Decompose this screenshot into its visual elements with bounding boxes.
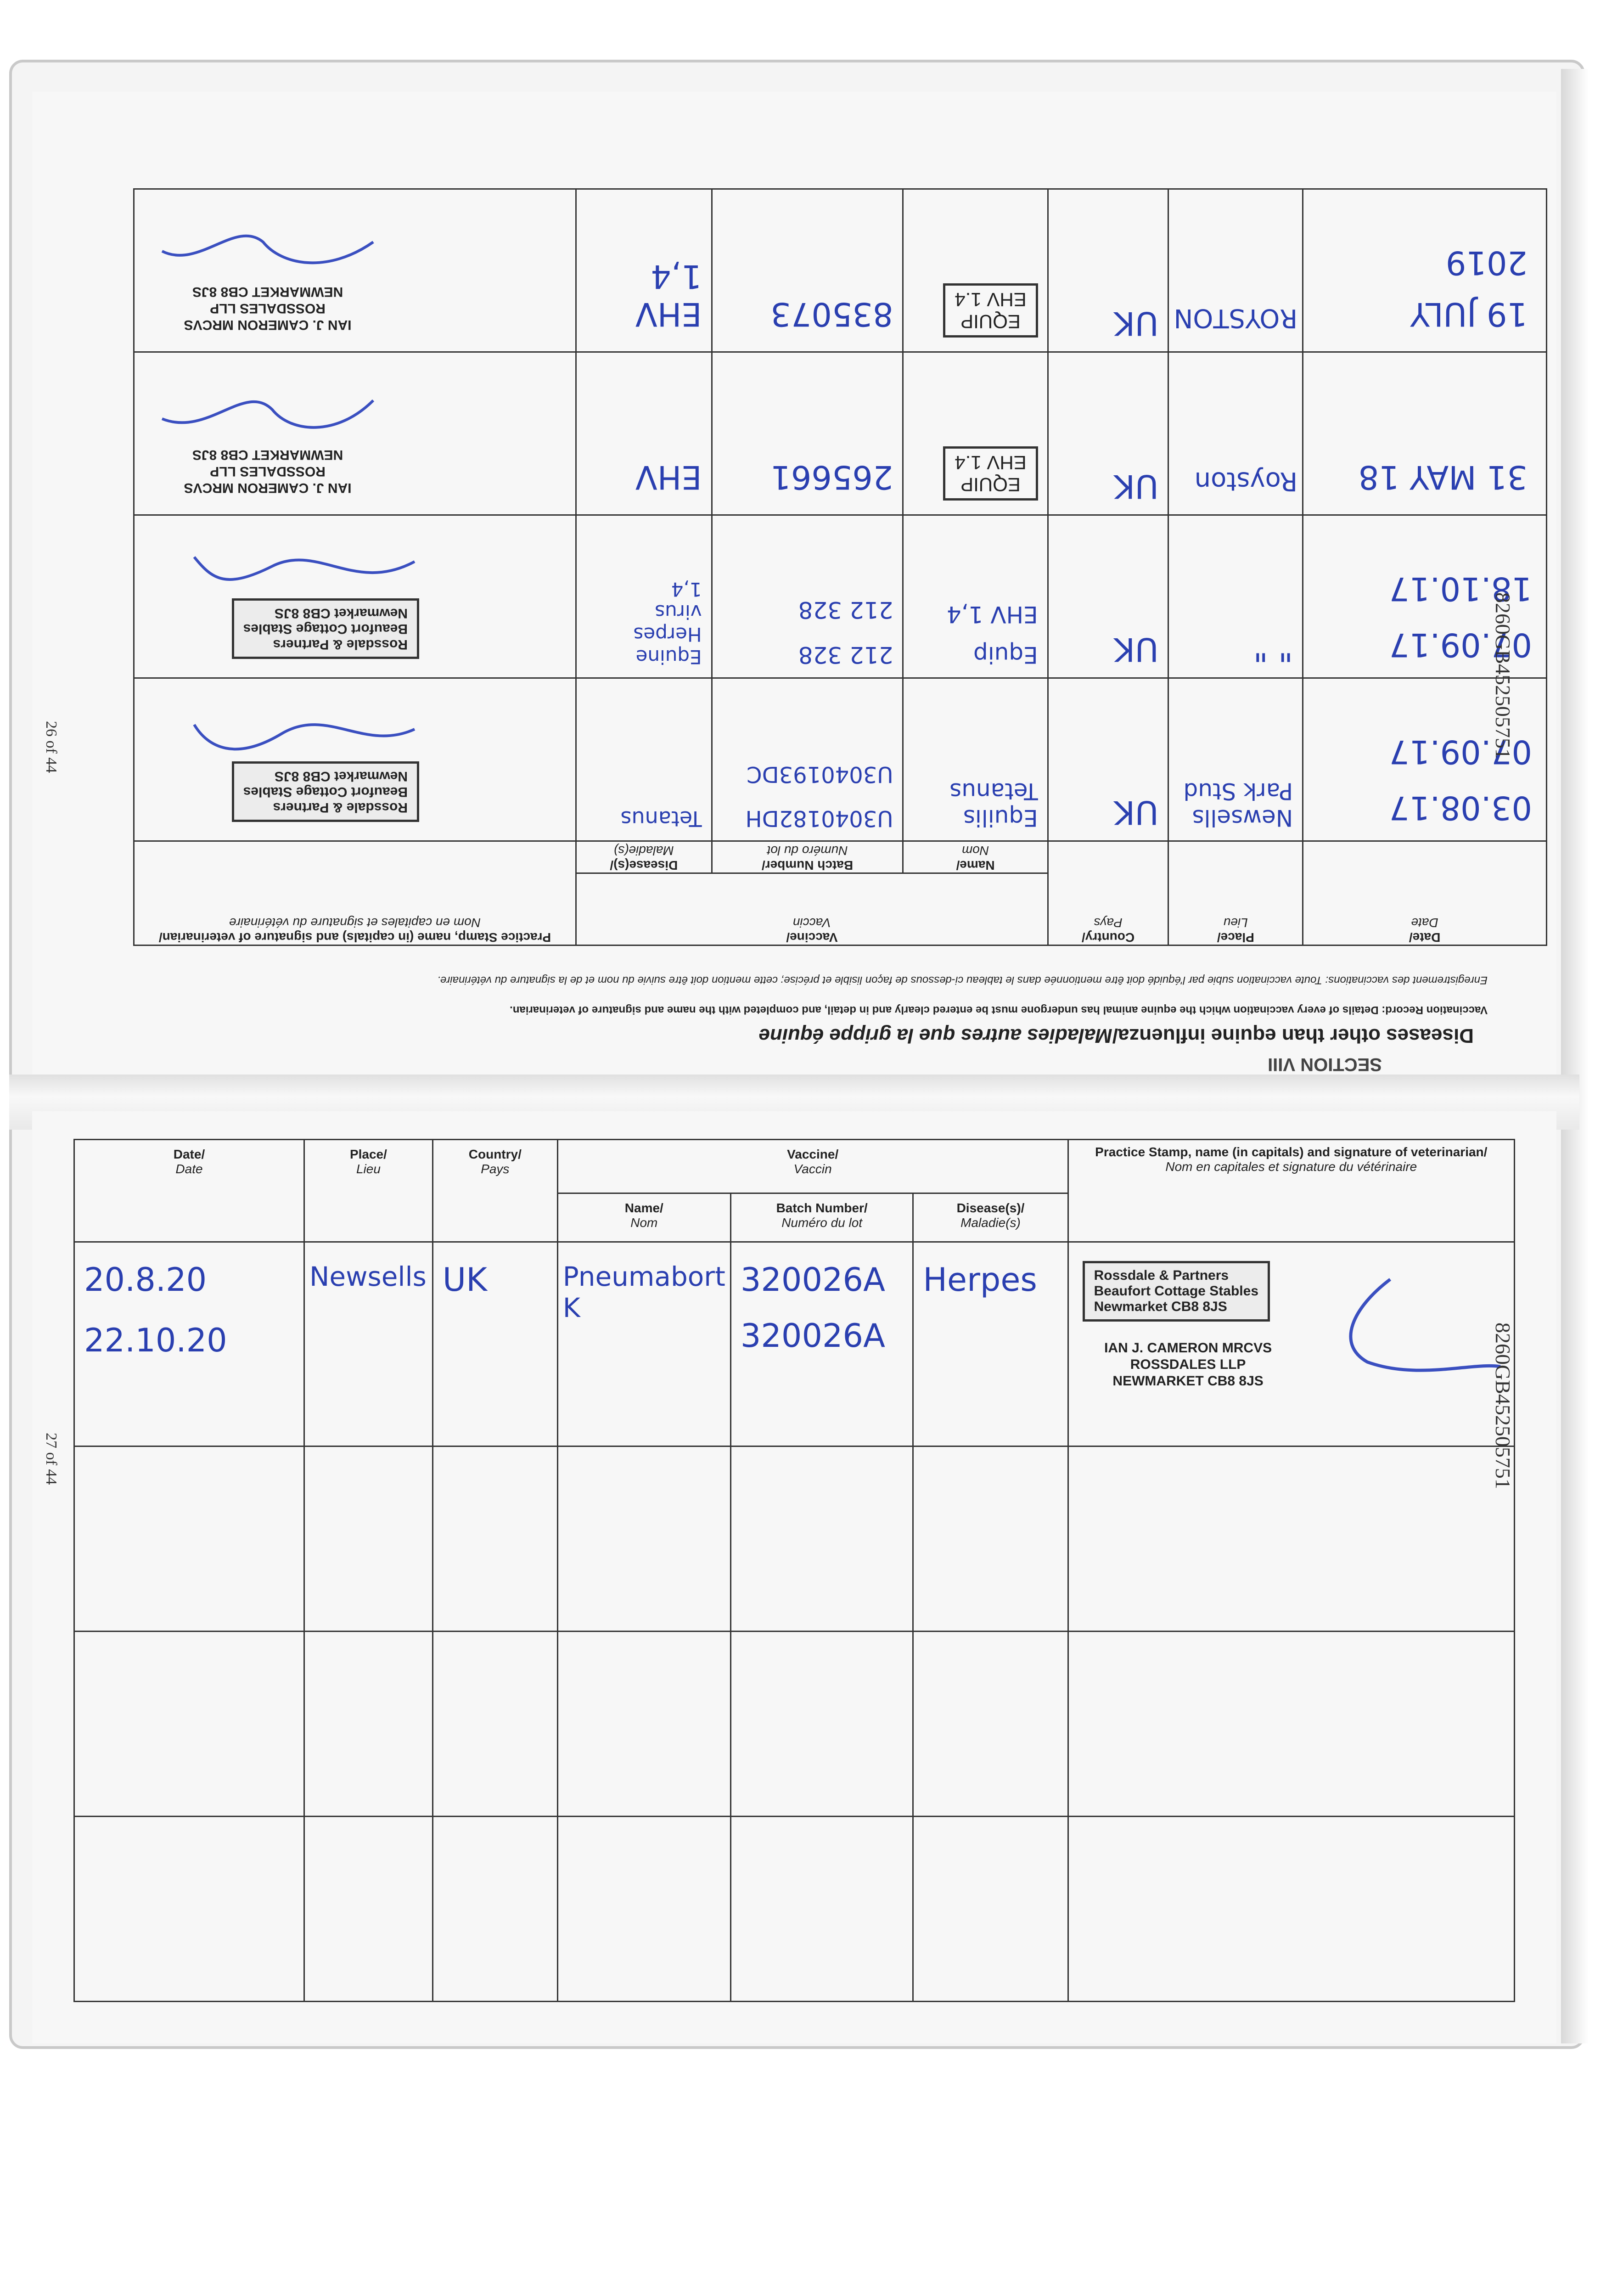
hdr-date-upper: Date/ xyxy=(1409,930,1441,945)
hdr-place: Place/ xyxy=(349,1147,387,1161)
hdr-date: Date/ xyxy=(173,1147,205,1161)
row1-practice xyxy=(134,678,576,841)
upper-page xyxy=(32,92,1556,1079)
row3-name xyxy=(903,352,1048,515)
upper-title: Diseases other than equine influenza/Maladies autres que la grippe équine xyxy=(758,1024,1474,1047)
table-row xyxy=(134,678,1547,841)
row4-country: UK xyxy=(1048,189,1168,352)
upper-title-fr: Maladies autres que la grippe équine xyxy=(758,1024,1112,1047)
sheet-edge xyxy=(1561,69,1589,2043)
row4-name xyxy=(903,189,1048,352)
signature-icon xyxy=(190,543,419,598)
row2-disease: Equine Herpes virus 1,4 xyxy=(576,515,712,678)
lower-row1-practice xyxy=(1068,1242,1514,1446)
row2-batch: 212 328 212 328 xyxy=(712,515,903,678)
row1-disease: Tetanus xyxy=(576,678,712,841)
hdr-disease: Disease(s)/ xyxy=(956,1200,1025,1215)
table-row xyxy=(134,189,1547,352)
row2-practice xyxy=(134,515,576,678)
row3-country: UK xyxy=(1048,352,1168,515)
hdr-batch: Batch Number/ xyxy=(776,1200,868,1215)
upper-note-fr: Enregistrement des vaccinations: Toute vaccination subie par l'équidé doit être mentionnée dans le tableau ci-dessous de façon lisible et précise; cette mention doit être suivie du nom et de la signature du vétérinaire. xyxy=(437,974,1488,986)
row4-date: 19 JULY 2019 xyxy=(1303,189,1547,352)
page-number-upper: 26 of 44 xyxy=(43,721,60,773)
row4-batch: 835073 xyxy=(712,189,903,352)
lower-row1-disease: Herpes xyxy=(913,1242,1068,1446)
lower-page xyxy=(32,1111,1556,2043)
row3-practice xyxy=(134,352,576,515)
section-label-upper: SECTION VIII xyxy=(1268,1054,1382,1075)
equip-stamp: EQUIP EHV 1.4 xyxy=(943,283,1038,338)
hdr-vaccine: Vaccine/ xyxy=(787,1147,839,1161)
hdr-name: Name/ xyxy=(624,1200,663,1215)
row2-name: Equip EHV 1,4 xyxy=(903,515,1048,678)
upper-vaccination-table: Date/ Date Place/ Lieu Country/ Pays Vaccine/ Vaccin Practice Stamp, name (in capitals) and signature of veterinarian/ Nom en capitales et signature du vétérinaire Name/ Nom Batch Number/ Numéro du lot Disease(s)/ Maladie(s) 03.08.17 07.09.17 Newsells Park Stud UK Equilis Tetanus U3040182DH U3040193DC Tetanus Rossdale & Partners Beaufort Cottage Stables Newmarket CB8 8JS 07.09.17 18.10.17 " " UK Equip EHV 1,4 212 328 212 328 Equine Herpes virus 1,4 Rossdale & Partners Beaufort Cottage Stables Newmarket CB8 8JS 31 MAY 18 Royston UK EQUIP EHV 1.4 265661 EHV IAN J. CAMERON MRCVS ROSSDALES LLP NEWMARKET CB8 8JS 19 JULY 2019 ROYSTON UK EQUIP EHV 1.4 835073 EHV 1,4 IAN J. CAMERON MRCVS ROSSDALES LLP NEWMARKET CB8 8JS xyxy=(133,188,1547,946)
row1-batch: U3040182DH U3040193DC xyxy=(712,678,903,841)
vet-stamp: IAN J. CAMERON MRCVS ROSSDALES LLP NEWMARKET CB8 8JS xyxy=(184,284,352,333)
lower-row1-country: UK xyxy=(432,1242,557,1446)
hdr-disease-upper: Disease(s)/ xyxy=(610,858,678,873)
lower-row1-place: Newsells xyxy=(304,1242,433,1446)
hdr-vaccine-upper: Vaccine/ xyxy=(786,930,838,945)
practice-stamp: Rossdale & Partners Beaufort Cottage Stables Newmarket CB8 8JS xyxy=(232,761,419,822)
table-row xyxy=(134,515,1547,678)
row3-batch: 265661 xyxy=(712,352,903,515)
hdr-country-upper: Country/ xyxy=(1082,930,1135,945)
signature-icon xyxy=(190,706,419,761)
row1-name: Equilis Tetanus xyxy=(903,678,1048,841)
upper-title-en: Diseases other than equine influenza xyxy=(1118,1024,1474,1047)
page-number-lower: 27 of 44 xyxy=(43,1433,60,1485)
practice-stamp: Rossdale & Partners Beaufort Cottage Stables Newmarket CB8 8JS xyxy=(1083,1261,1270,1322)
row1-date: 03.08.17 07.09.17 xyxy=(1303,678,1547,841)
lower-vaccination-table: Date/ Date Place/ Lieu Country/ Pays Vaccine/ Vaccin Practice Stamp, name (in capitals) and signature of veterinarian/ Nom en capitales et signature du vétérinaire Name/ Nom Batch Number/ Numéro du lot Disease(s)/ Maladie(s) 20.8.20 22.10.20 Newsells UK Pneumabort K 320026A 320026A Herpes Rossdale & Partners Beaufort Cottage Stables Newmarket CB8 8JS IAN J. CAMERON MRCVS ROSSDALES LLP NEWMARKET CB8 8JS xyxy=(73,1139,1515,2002)
hdr-country: Country/ xyxy=(468,1147,522,1161)
signature-icon xyxy=(153,219,382,283)
row4-disease: EHV 1,4 xyxy=(576,189,712,352)
document-id-upper: 8260GB452505751 xyxy=(1491,592,1515,759)
lower-row1-batch: 320026A 320026A xyxy=(730,1242,913,1446)
practice-stamp: Rossdale & Partners Beaufort Cottage Stables Newmarket CB8 8JS xyxy=(232,598,419,659)
row3-disease: EHV xyxy=(576,352,712,515)
row2-country: UK xyxy=(1048,515,1168,678)
vet-stamp: IAN J. CAMERON MRCVS ROSSDALES LLP NEWMARKET CB8 8JS xyxy=(1104,1340,1272,1389)
upper-page-rotated xyxy=(32,92,1556,1079)
document-id-lower: 8260GB452505751 xyxy=(1491,1322,1515,1489)
upper-note-en: Vaccination Record: Details of every vaccination which the equine animal has undergone must be entered clearly and in detail, and completed with the name and signature of veterinarian. xyxy=(510,1004,1488,1016)
row1-place: Newsells Park Stud xyxy=(1168,678,1303,841)
hdr-place-upper: Place/ xyxy=(1217,930,1254,945)
vet-stamp: IAN J. CAMERON MRCVS ROSSDALES LLP NEWMARKET CB8 8JS xyxy=(184,447,352,496)
signature-icon xyxy=(1298,1270,1510,1380)
row3-place: Royston xyxy=(1168,352,1303,515)
signature-icon xyxy=(153,382,382,446)
hdr-batch-upper: Batch Number/ xyxy=(761,858,854,873)
row1-country: UK xyxy=(1048,678,1168,841)
table-row xyxy=(134,352,1547,515)
lower-row1-name: Pneumabort K xyxy=(557,1242,730,1446)
row4-practice xyxy=(134,189,576,352)
row3-date: 31 MAY 18 xyxy=(1303,352,1547,515)
hdr-name-upper: Name/ xyxy=(956,858,995,873)
table-row xyxy=(74,1446,1515,1632)
row2-place: " " xyxy=(1168,515,1303,678)
table-row xyxy=(74,1816,1515,2001)
table-row xyxy=(74,1242,1515,1446)
row2-date: 07.09.17 18.10.17 xyxy=(1303,515,1547,678)
hdr-practice-upper: Practice Stamp, name (in capitals) and signature of veterinarian/ xyxy=(158,930,551,945)
equip-stamp: EQUIP EHV 1.4 xyxy=(943,446,1038,501)
row4-place: ROYSTON xyxy=(1168,189,1303,352)
hdr-practice: Practice Stamp, name (in capitals) and signature of veterinarian/ xyxy=(1095,1145,1488,1159)
table-row xyxy=(74,1632,1515,1817)
lower-row1-date: 20.8.20 22.10.20 xyxy=(74,1242,304,1446)
